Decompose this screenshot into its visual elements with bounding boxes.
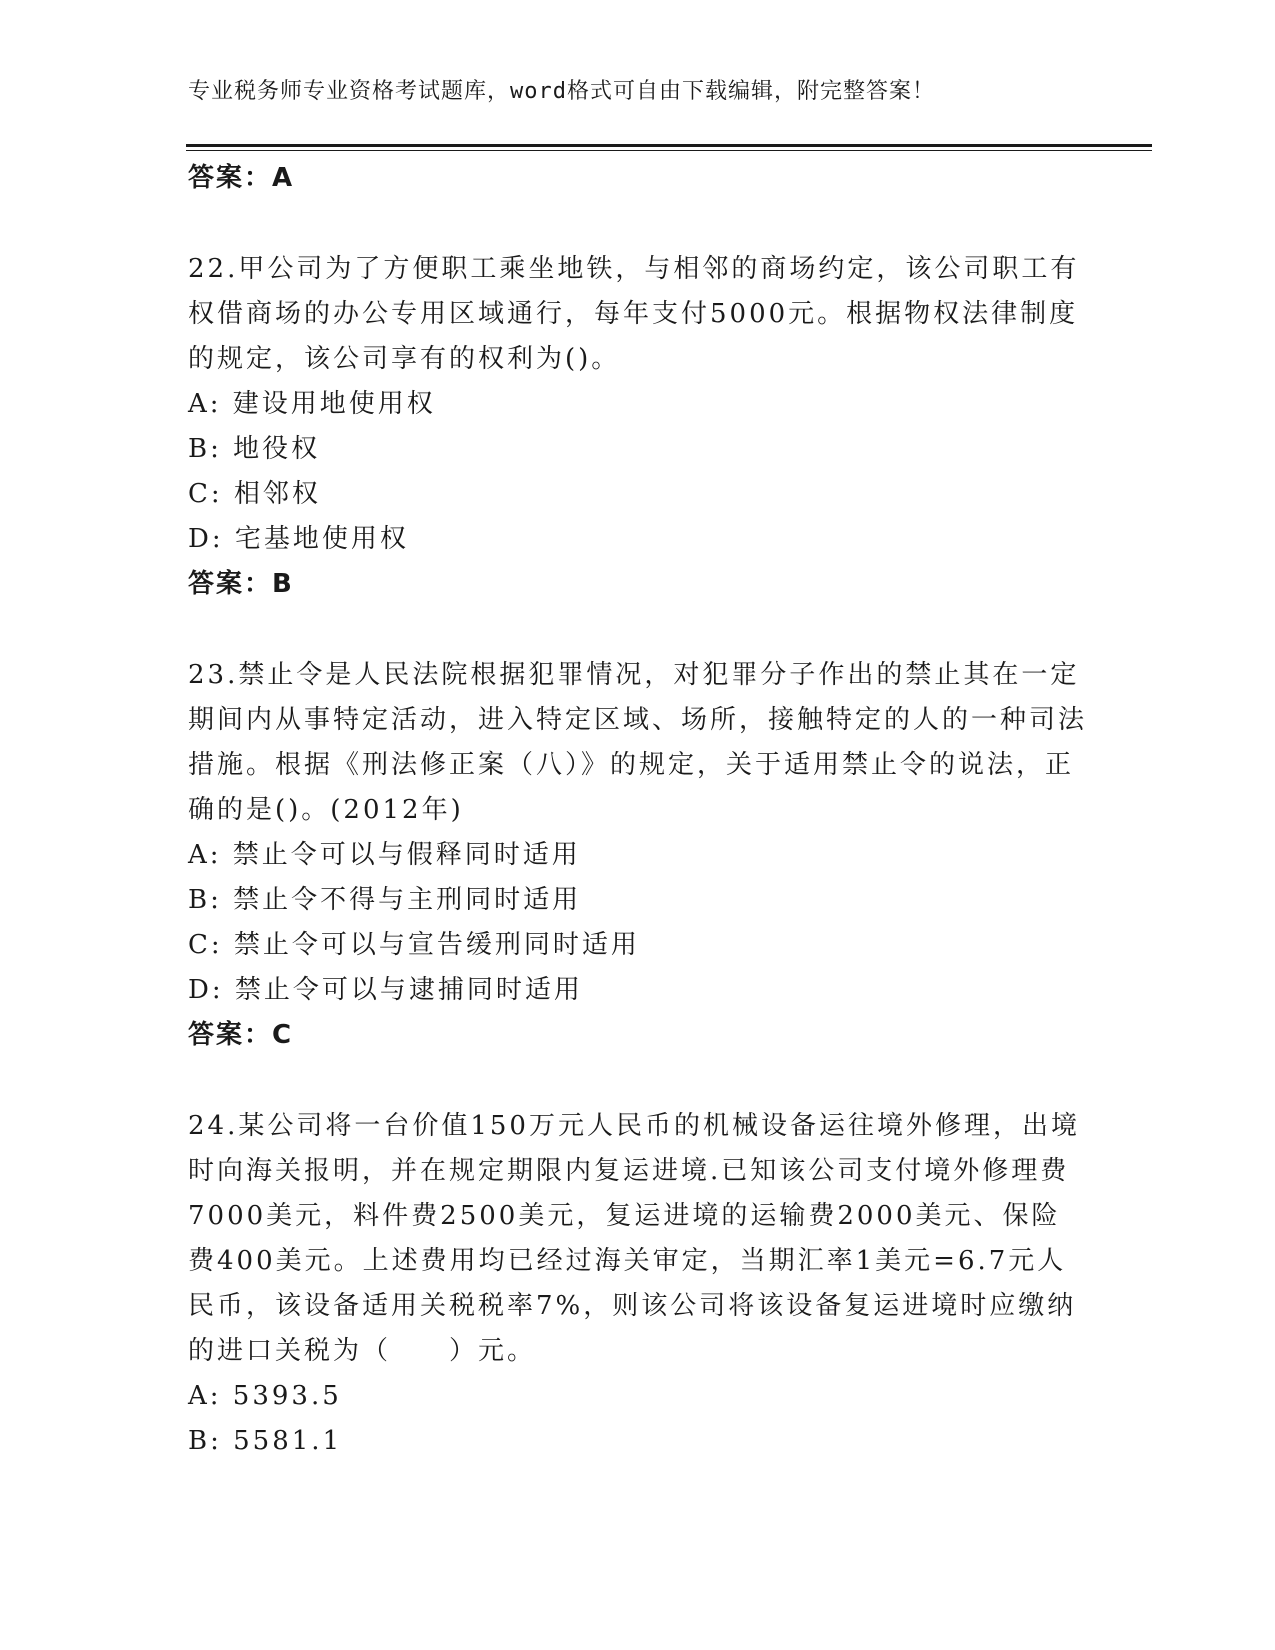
answer-line: 答案：A	[188, 163, 295, 193]
question-text: 23.禁止令是人民法院根据犯罪情况，对犯罪分子作出的禁止其在一定期间内从事特定活动，进入特定区域、场所，接触特定的人的一种司法措施。根据《刑法修正案（八）》的规定，关于适用禁止令的说法，正确的是()。(2012年)	[188, 660, 1088, 825]
option-a: A: 禁止令可以与假释同时适用	[188, 840, 581, 870]
answer-line: 答案：C	[188, 1020, 294, 1050]
option-c: C: 禁止令可以与宣告缓刑同时适用	[188, 930, 640, 960]
option-a: A: 5393.5	[188, 1381, 342, 1411]
document-body	[188, 156, 1088, 1464]
option-b: B: 5581.1	[188, 1426, 343, 1456]
header-rule-thick	[186, 144, 1152, 147]
option-a: A: 建设用地使用权	[188, 389, 436, 419]
option-d: D: 禁止令可以与逮捕同时适用	[188, 975, 583, 1005]
header-rule-thin	[186, 150, 1152, 151]
page-header: 专业税务师专业资格考试题库，word格式可自由下载编辑，附完整答案！	[188, 79, 935, 104]
option-b: B: 禁止令不得与主刑同时适用	[188, 885, 582, 915]
question-block	[188, 653, 1088, 1058]
option-c: C: 相邻权	[188, 479, 321, 509]
question-text: 22.甲公司为了方便职工乘坐地铁，与相邻的商场约定，该公司职工有权借商场的办公专用区域通行，每年支付5000元。根据物权法律制度的规定，该公司享有的权利为()。	[188, 254, 1080, 374]
question-block	[188, 247, 1088, 607]
option-d: D: 宅基地使用权	[188, 524, 409, 554]
answer-line: 答案：B	[188, 569, 294, 599]
question-block	[188, 1104, 1088, 1464]
question-text: 24.某公司将一台价值150万元人民币的机械设备运往境外修理，出境时向海关报明，并在规定期限内复运进境.已知该公司支付境外修理费7000美元，料件费2500美元，复运进境的运输费2000美元、保险费400美元。上述费用均已经过海关审定，当期汇率1美元=6.7元人民币，该设备适用关税税率7%，则该公司将该设备复运进境时应缴纳的进口关税为（ ）元。	[188, 1111, 1080, 1366]
option-b: B: 地役权	[188, 434, 321, 464]
